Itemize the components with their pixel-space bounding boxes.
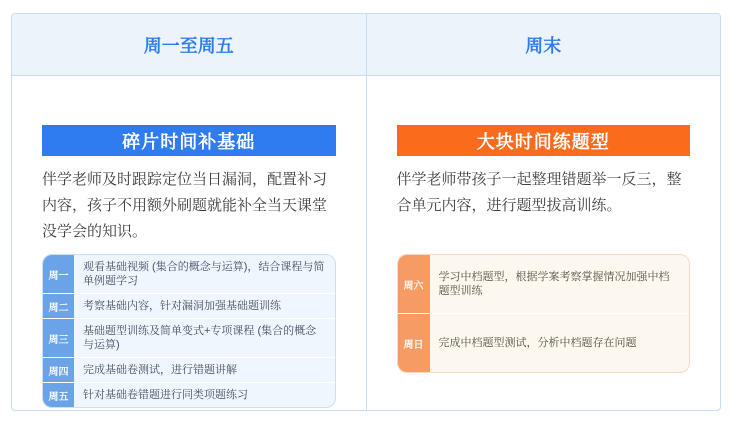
header-weekend <box>367 14 721 75</box>
table-row <box>43 255 335 293</box>
table-row <box>43 357 335 382</box>
day-label: 周日 <box>398 314 430 372</box>
weekdays-badge: 碎片时间补基础 <box>42 125 336 156</box>
day-label: 周三 <box>43 319 74 357</box>
header-weekend-label: 周末 <box>525 35 562 56</box>
day-label: 周四 <box>43 358 74 382</box>
day-label: 周五 <box>43 383 74 407</box>
task-text: 完成中档题型测试，分析中档题存在问题 <box>438 337 637 349</box>
day-label: 周六 <box>398 255 430 313</box>
header-weekdays-label: 周一至周五 <box>143 35 234 56</box>
task-text: 针对基础卷错题进行同类项题练习 <box>83 389 248 401</box>
weekly-study-schedule-board <box>11 13 721 411</box>
task-text: 考察基础内容，针对漏洞加强基础题训练 <box>83 300 281 312</box>
weekend-badge: 大块时间练题型 <box>397 125 691 156</box>
weekdays-plan-table <box>42 254 336 408</box>
task-text: 完成基础卷测试，进行错题讲解 <box>83 364 237 376</box>
table-row <box>398 255 690 313</box>
weekend-column <box>367 76 721 410</box>
day-label: 周一 <box>43 255 74 293</box>
table-row <box>43 382 335 407</box>
schedule-header-row <box>12 14 720 76</box>
task-text: 观看基础视频 (集合的概念与运算)，结合课程与简单例题学习 <box>83 261 325 287</box>
header-weekdays <box>12 14 367 75</box>
weekend-description: 伴学老师带孩子一起整理错题举一反三，整合单元内容，进行题型拔高训练。 <box>396 171 682 214</box>
day-label: 周二 <box>43 294 74 318</box>
task-text: 基础题型训练及简单变式+专项课程 (集合的概念与运算) <box>83 325 317 351</box>
table-row <box>398 313 690 372</box>
task-text: 学习中档题型，根据学案考察掌握情况加强中档题型训练 <box>438 271 670 297</box>
table-row <box>43 293 335 318</box>
table-row <box>43 318 335 357</box>
weekdays-column <box>12 76 367 410</box>
weekdays-description: 伴学老师及时跟踪定位当日漏洞，配置补习内容，孩子不用额外刷题就能补全当天课堂没学会的知识。 <box>42 171 328 240</box>
schedule-body-row <box>12 76 720 410</box>
weekend-plan-table <box>397 254 691 373</box>
